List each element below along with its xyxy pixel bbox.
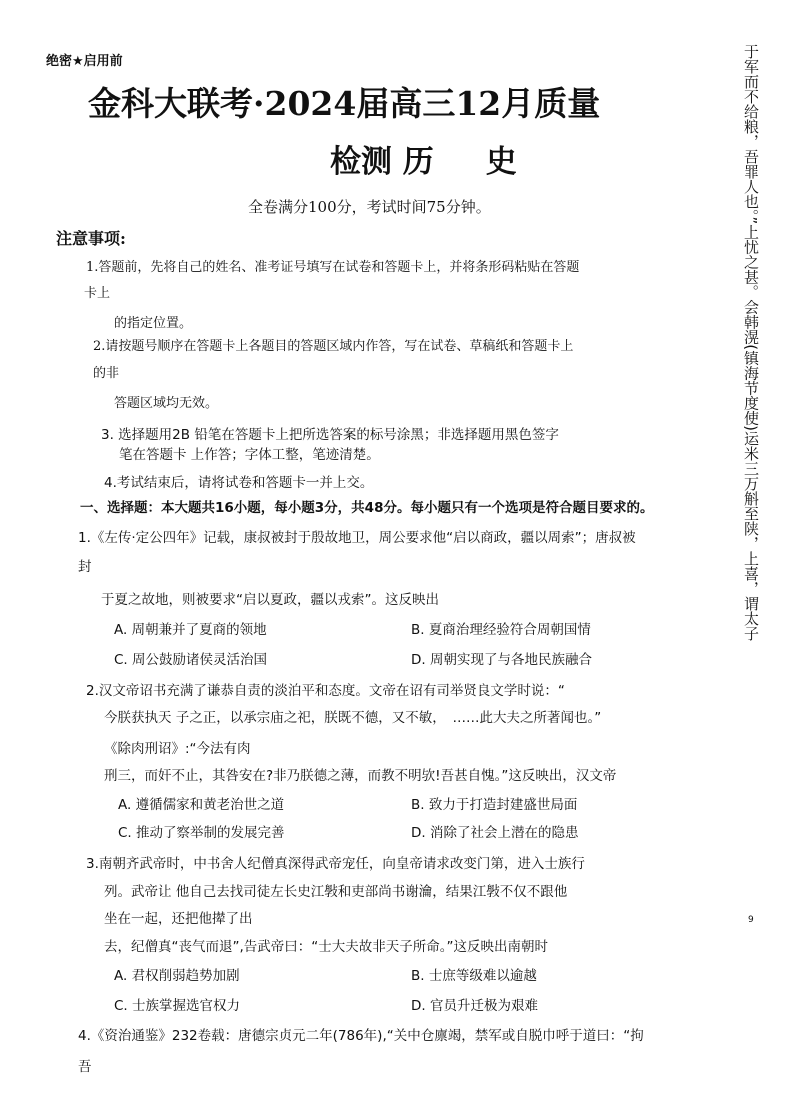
q2-option-d: D. 消除了社会上潜在的隐患 bbox=[411, 825, 579, 841]
q3-option-a: A. 君权削弱趋势加剧 bbox=[114, 968, 240, 984]
q3-line3: 坐在一起，还把他撵了出 bbox=[104, 911, 253, 927]
q2-line4: 刑三，而奸不止，其咎安在?非乃朕德之薄，而教不明欤!吾甚自愧。”这反映出，汉文帝 bbox=[104, 768, 617, 784]
q4-line2: 吾 bbox=[78, 1059, 92, 1075]
note-2-line-c: 答题区域均无效。 bbox=[114, 396, 219, 411]
q3-option-c: C. 士族掌握选官权力 bbox=[114, 998, 241, 1014]
exam-title-line1: 金科大联考·2024届高三12月质量 bbox=[88, 84, 601, 123]
note-3-line-b: 笔在答题卡 上作答；字体工整，笔迹清楚。 bbox=[119, 447, 380, 463]
section-heading-choice: 一、选择题：本大题共16小题，每小题3分，共48分。每小题只有一个选项是符合题目要求的。 bbox=[80, 500, 654, 516]
note-1-line-c: 的指定位置。 bbox=[114, 316, 193, 331]
q1-line1: 1.《左传·定公四年》记载，康叔被封于殷故地卫，周公要求他“启以商政，疆以周索”；唐叔被 bbox=[78, 530, 636, 546]
q1-line3: 于夏之故地，则被要求“启以夏政，疆以戎索”。这反映出 bbox=[101, 592, 439, 608]
note-4: 4.考试结束后，请将试卷和答题卡一并上交。 bbox=[104, 475, 374, 491]
q1-option-a: A. 周朝兼并了夏商的领地 bbox=[114, 622, 267, 638]
q3-line1: 3.南朝齐武帝时，中书舍人纪僧真深得武帝宠任，向皇帝请求改变门第，进入士族行 bbox=[86, 856, 585, 872]
q2-line1: 2.汉文帝诏书充满了谦恭自责的淡泊平和态度。文帝在诏有司举贤良文学时说：“ bbox=[86, 683, 565, 699]
q2-option-c: C. 推动了察举制的发展完善 bbox=[118, 825, 285, 841]
q1-line2: 封 bbox=[78, 559, 92, 575]
note-2-line-b: 的非 bbox=[93, 366, 120, 381]
title-part-shi: 史 bbox=[485, 144, 517, 180]
q2-line3: 《除肉刑诏》:“今法有肉 bbox=[104, 741, 251, 757]
note-1-line-b: 卡上 bbox=[84, 286, 111, 301]
note-2-line-a: 2.请按题号顺序在答题卡上各题目的答题区域内作答，写在试卷、草稿纸和答题卡上 bbox=[93, 339, 574, 354]
page-number: 9 bbox=[748, 915, 754, 925]
title-part-li: 历 bbox=[402, 144, 434, 180]
q1-option-b: B. 夏商治理经验符合周朝国情 bbox=[411, 622, 591, 638]
side-vertical-text: 于军而不给粮，吾罪人也。”上忧之甚。会韩滉(镇海节度使)运米三万斛至陕，上喜，谓太子 bbox=[742, 44, 760, 641]
notes-heading: 注意事项: bbox=[56, 229, 126, 248]
q4-line1: 4.《资治通鉴》232卷载：唐德宗贞元二年(786年),“关中仓廪竭，禁军或自脱巾呼于道曰：“拘 bbox=[78, 1028, 644, 1044]
q3-line2: 列。武帝让 他自己去找司徒左长史江斅和吏部尚书谢瀹，结果江斅不仅不跟他 bbox=[104, 884, 568, 900]
q2-line2: 今朕获执天 子之正，以承宗庙之祀，朕既不德，又不敏， ……此大夫之所著闻也。” bbox=[104, 710, 602, 726]
q3-option-b: B. 士庶等级难以逾越 bbox=[411, 968, 537, 984]
q1-option-c: C. 周公鼓励诸侯灵活治国 bbox=[114, 652, 268, 668]
note-3-line-a: 3. 选择题用2B 铅笔在答题卡上把所选答案的标号涂黑；非选择题用黑色签字 bbox=[101, 427, 559, 443]
q3-line4: 去，纪僧真“丧气而退”,告武帝曰：“士大夫故非天子所命。”这反映出南朝时 bbox=[104, 939, 549, 955]
note-1-line-a: 1.答题前，先将自己的姓名、准考证号填写在试卷和答题卡上，并将条形码粘贴在答题 bbox=[86, 260, 580, 275]
q3-option-d: D. 官员升迁极为艰难 bbox=[411, 998, 538, 1014]
exam-title-line2 bbox=[330, 136, 517, 181]
q2-option-a: A. 遵循儒家和黄老治世之道 bbox=[118, 797, 285, 813]
title-part-jiance: 检测 bbox=[330, 144, 392, 180]
confidential-label: 绝密★启用前 bbox=[46, 54, 123, 69]
q2-option-b: B. 致力于打造封建盛世局面 bbox=[411, 797, 578, 813]
q1-option-d: D. 周朝实现了与各地民族融合 bbox=[411, 652, 592, 668]
exam-subtitle: 全卷满分100分，考试时间75分钟。 bbox=[248, 198, 491, 216]
